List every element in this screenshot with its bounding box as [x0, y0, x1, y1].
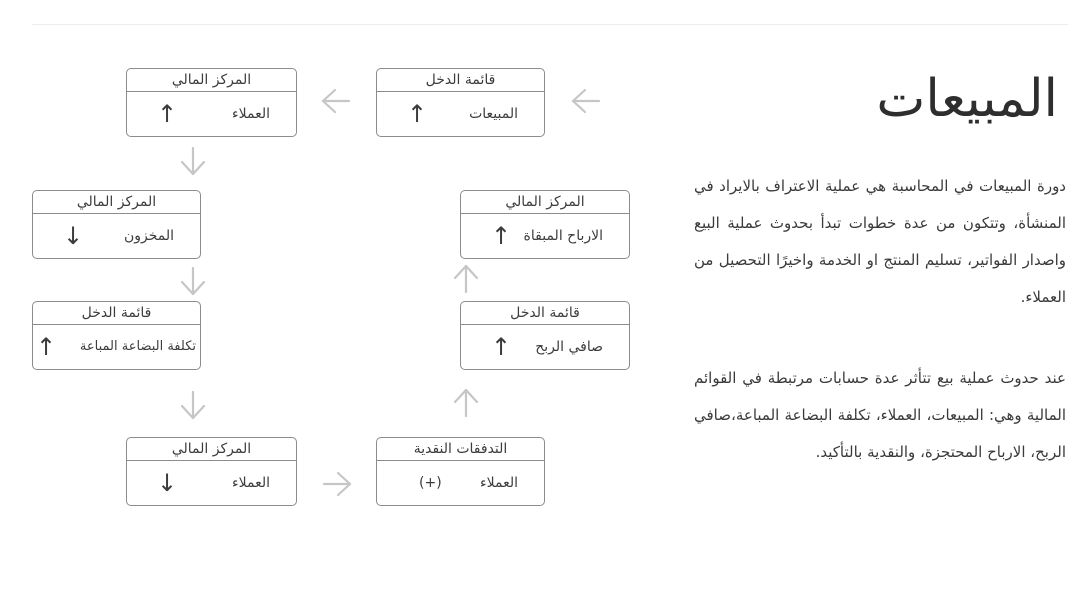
box-inventory — [32, 190, 201, 259]
flow-arrow-cashflows-to-netprofit — [455, 390, 477, 416]
top-divider — [32, 24, 1068, 25]
box-header: المركز المالي — [127, 69, 296, 92]
arrow-up-icon: ↑ — [157, 100, 178, 128]
flow-arrow-customers-to-cashflows — [324, 473, 350, 495]
flow-arrow-cogs-to-customers — [182, 392, 204, 418]
box-sales — [376, 68, 545, 137]
box-retained — [460, 190, 630, 259]
box-body — [33, 325, 200, 369]
arrow-down-icon: ↓ — [157, 469, 178, 497]
increase-marker: (+) — [419, 475, 442, 491]
arrow-up-icon: ↑ — [407, 100, 428, 128]
arrow-up-icon: ↑ — [36, 333, 57, 361]
box-body — [461, 325, 629, 369]
box-account-label: المبيعات — [469, 106, 518, 122]
box-account-label: العملاء — [480, 475, 518, 491]
box-customers-top — [126, 68, 297, 137]
flow-arrow-sales-to-customers — [323, 90, 349, 112]
box-header: المركز المالي — [127, 438, 296, 461]
box-body — [127, 92, 296, 136]
box-net-profit — [460, 301, 630, 370]
box-header: المركز المالي — [461, 191, 629, 214]
box-header: قائمة الدخل — [33, 302, 200, 325]
box-header: قائمة الدخل — [461, 302, 629, 325]
box-header: التدفقات النقدية — [377, 438, 544, 461]
flow-arrow-inventory-to-cogs — [182, 268, 204, 294]
box-body — [461, 214, 629, 258]
box-account-label: العملاء — [232, 106, 270, 122]
box-body — [377, 461, 544, 505]
box-account-label: تكلفة البضاعة المباعة — [79, 339, 196, 354]
box-body — [33, 214, 200, 258]
flow-arrow-start-to-sales — [573, 90, 599, 112]
box-account-label: العملاء — [232, 475, 270, 491]
box-customers-bottom — [126, 437, 297, 506]
box-account-label: الارباح المبقاة — [523, 228, 603, 244]
intro-paragraph: دورة المبيعات في المحاسبة هي عملية الاعتراف بالايراد في المنشأة، وتتكون من عدة خطوات تبدأ بحدوث عملية البيع واصدار الفواتير، تسليم المنتج او الخدمة واخيرًا التحصيل من العملاء. — [694, 177, 1066, 306]
arrow-down-icon: ↓ — [63, 222, 84, 250]
box-account-label: صافي الربح — [535, 339, 603, 355]
box-cashflows — [376, 437, 545, 506]
accounts-paragraph: عند حدوث عملية بيع تتأثر عدة حسابات مرتبطة في القوائم المالية وهي: المبيعات، العملاء، تكلفة البضاعة المباعة،صافي الربح، الارباح المحتجزة، والنقدية بالتأكيد. — [694, 369, 1066, 461]
arrow-up-icon: ↑ — [491, 333, 512, 361]
box-body — [377, 92, 544, 136]
page-title: المبيعات — [876, 69, 1058, 129]
box-header: المركز المالي — [33, 191, 200, 214]
flow-arrow-netprofit-to-retained — [455, 266, 477, 292]
flow-arrow-customers-to-inventory — [182, 148, 204, 174]
box-account-label: المخزون — [123, 228, 174, 244]
box-header: قائمة الدخل — [377, 69, 544, 92]
arrow-up-icon: ↑ — [491, 222, 512, 250]
box-body — [127, 461, 296, 505]
box-cogs — [32, 301, 201, 370]
